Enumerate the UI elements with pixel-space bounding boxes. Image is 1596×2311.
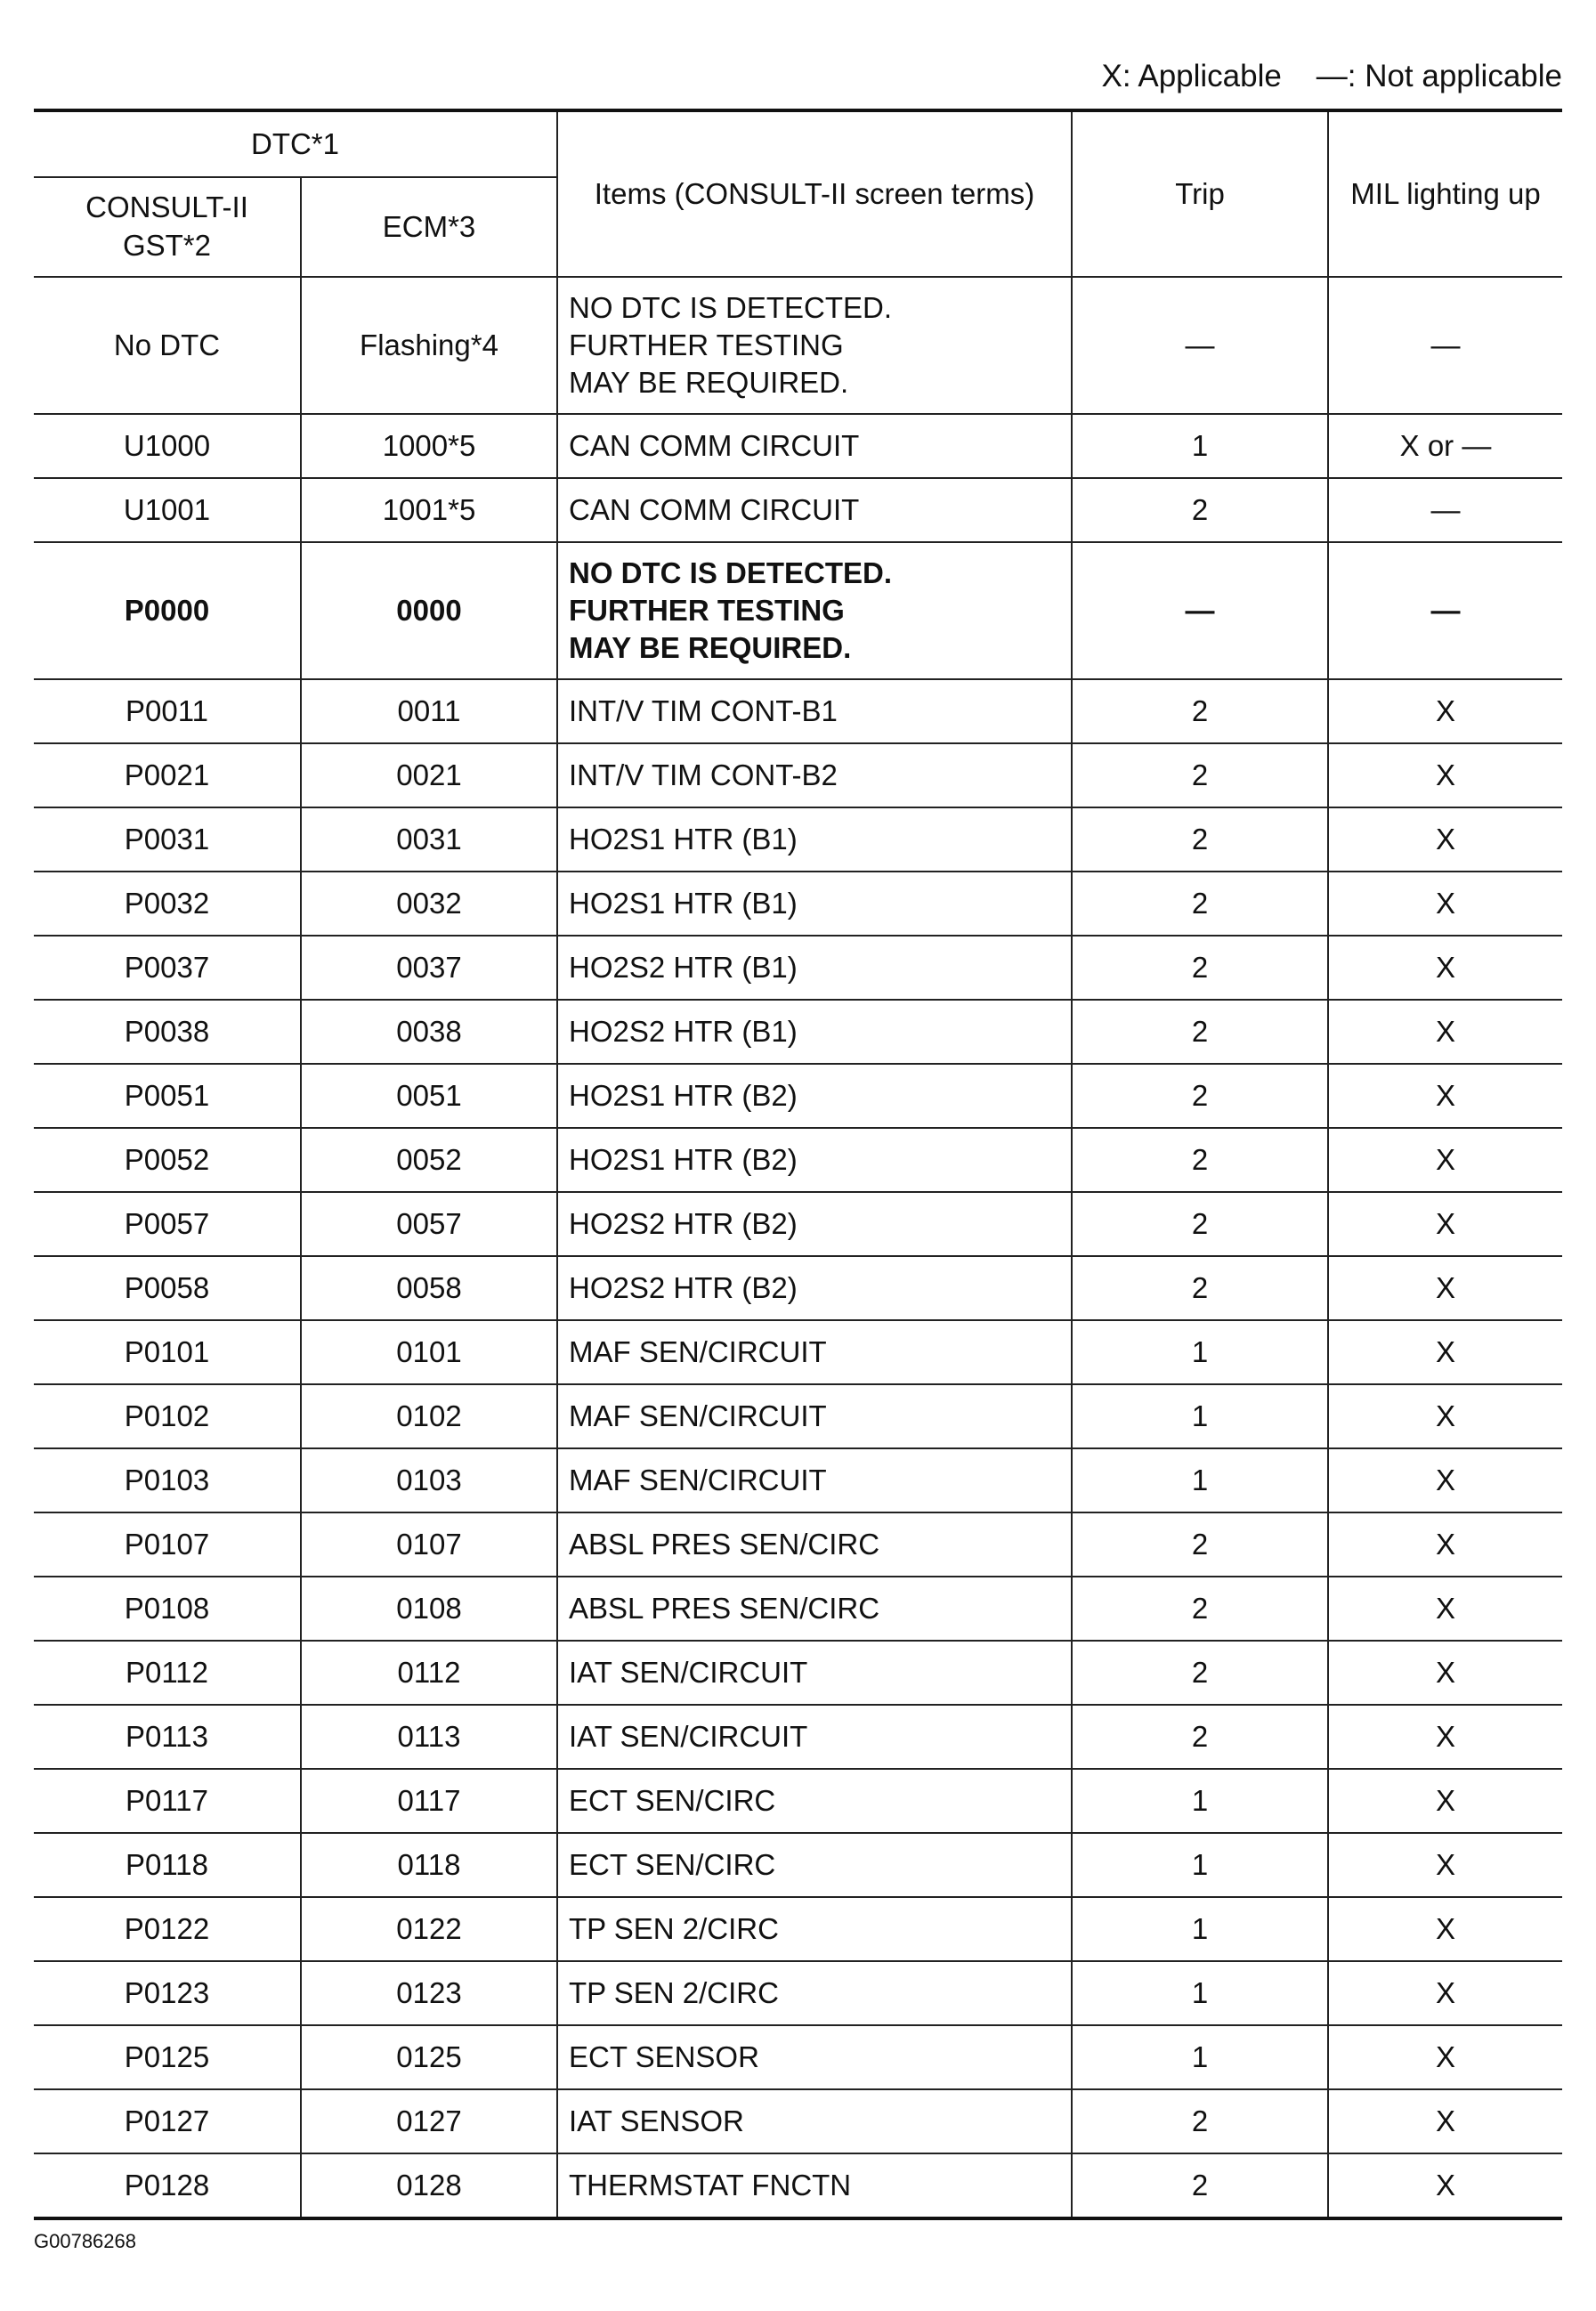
cell-ecm-code: 0038 (301, 1000, 557, 1064)
cell-mil: X (1328, 1577, 1562, 1641)
cell-ecm-code: 0101 (301, 1320, 557, 1384)
table-row (34, 743, 1562, 807)
table-row (34, 1641, 1562, 1705)
cell-ecm-code: 0011 (301, 679, 557, 743)
cell-ecm-code: 0112 (301, 1641, 557, 1705)
cell-trip: 1 (1072, 1897, 1328, 1961)
cell-consult-code: P0112 (34, 1641, 301, 1705)
cell-item: MAF SEN/CIRCUIT (557, 1448, 1072, 1512)
cell-ecm-code: 0058 (301, 1256, 557, 1320)
cell-consult-code: P0123 (34, 1961, 301, 2025)
cell-consult-code: P0108 (34, 1577, 301, 1641)
table-row (34, 936, 1562, 1000)
cell-item: HO2S1 HTR (B1) (557, 872, 1072, 936)
cell-ecm-code: 0051 (301, 1064, 557, 1128)
cell-mil: X or — (1328, 414, 1562, 478)
cell-trip: 2 (1072, 478, 1328, 542)
cell-consult-code: P0127 (34, 2089, 301, 2153)
cell-mil: — (1328, 277, 1562, 414)
cell-mil: X (1328, 2153, 1562, 2218)
cell-item: HO2S2 HTR (B2) (557, 1256, 1072, 1320)
cell-consult-code: P0052 (34, 1128, 301, 1192)
cell-mil: X (1328, 1064, 1562, 1128)
cell-item: HO2S1 HTR (B1) (557, 807, 1072, 872)
cell-item: HO2S1 HTR (B2) (557, 1064, 1072, 1128)
cell-trip: 1 (1072, 1320, 1328, 1384)
cell-consult-code: P0057 (34, 1192, 301, 1256)
cell-consult-code: No DTC (34, 277, 301, 414)
cell-mil: X (1328, 1128, 1562, 1192)
table-row (34, 1256, 1562, 1320)
cell-trip: 2 (1072, 2153, 1328, 2218)
table-row (34, 2025, 1562, 2089)
cell-consult-code: P0113 (34, 1705, 301, 1769)
cell-ecm-code: 0052 (301, 1128, 557, 1192)
cell-ecm-code: 0032 (301, 872, 557, 936)
cell-ecm-code: 0117 (301, 1769, 557, 1833)
table-row (34, 1448, 1562, 1512)
cell-consult-code: P0101 (34, 1320, 301, 1384)
cell-ecm-code: 0122 (301, 1897, 557, 1961)
cell-consult-code: P0058 (34, 1256, 301, 1320)
table-row (34, 1000, 1562, 1064)
cell-consult-code: P0118 (34, 1833, 301, 1897)
cell-item: ABSL PRES SEN/CIRC (557, 1512, 1072, 1577)
cell-trip: 2 (1072, 1128, 1328, 1192)
cell-trip: 2 (1072, 1577, 1328, 1641)
cell-ecm-code: 0113 (301, 1705, 557, 1769)
cell-consult-code: P0032 (34, 872, 301, 936)
cell-consult-code: P0125 (34, 2025, 301, 2089)
cell-mil: X (1328, 1384, 1562, 1448)
header-dtc: DTC*1 (34, 110, 557, 177)
cell-trip: 2 (1072, 1256, 1328, 1320)
cell-item: NO DTC IS DETECTED. FURTHER TESTING MAY BE REQUIRED. (557, 542, 1072, 679)
cell-item: THERMSTAT FNCTN (557, 2153, 1072, 2218)
cell-item: HO2S2 HTR (B2) (557, 1192, 1072, 1256)
cell-item: NO DTC IS DETECTED. FURTHER TESTING MAY BE REQUIRED. (557, 277, 1072, 414)
cell-item: INT/V TIM CONT-B1 (557, 679, 1072, 743)
cell-mil: X (1328, 1256, 1562, 1320)
cell-ecm-code: 1000*5 (301, 414, 557, 478)
table-row (34, 478, 1562, 542)
table-row (34, 1961, 1562, 2025)
cell-ecm-code: Flashing*4 (301, 277, 557, 414)
cell-item: CAN COMM CIRCUIT (557, 478, 1072, 542)
table-row (34, 1192, 1562, 1256)
cell-consult-code: U1001 (34, 478, 301, 542)
cell-item: MAF SEN/CIRCUIT (557, 1384, 1072, 1448)
cell-mil: X (1328, 807, 1562, 872)
cell-mil: X (1328, 743, 1562, 807)
cell-trip: — (1072, 277, 1328, 414)
cell-mil: X (1328, 1641, 1562, 1705)
cell-item: ABSL PRES SEN/CIRC (557, 1577, 1072, 1641)
cell-mil: X (1328, 1512, 1562, 1577)
cell-mil: X (1328, 936, 1562, 1000)
cell-trip: 1 (1072, 2025, 1328, 2089)
table-row (34, 1897, 1562, 1961)
legend: X: Applicable —: Not applicable (1101, 59, 1562, 93)
cell-mil: — (1328, 542, 1562, 679)
cell-mil: X (1328, 1833, 1562, 1897)
cell-trip: 1 (1072, 1961, 1328, 2025)
cell-consult-code: P0037 (34, 936, 301, 1000)
cell-mil: X (1328, 2025, 1562, 2089)
table-row (34, 872, 1562, 936)
cell-trip: 2 (1072, 872, 1328, 936)
table-row (34, 1384, 1562, 1448)
cell-item: TP SEN 2/CIRC (557, 1897, 1072, 1961)
table-row (34, 414, 1562, 478)
table-row (34, 1705, 1562, 1769)
cell-trip: 2 (1072, 807, 1328, 872)
cell-ecm-code: 0107 (301, 1512, 557, 1577)
cell-trip: 2 (1072, 679, 1328, 743)
cell-consult-code: P0102 (34, 1384, 301, 1448)
cell-item: IAT SENSOR (557, 2089, 1072, 2153)
cell-mil: X (1328, 1000, 1562, 1064)
cell-trip: 1 (1072, 1833, 1328, 1897)
cell-trip: 1 (1072, 414, 1328, 478)
cell-trip: 2 (1072, 2089, 1328, 2153)
cell-consult-code: P0051 (34, 1064, 301, 1128)
cell-mil: X (1328, 1448, 1562, 1512)
table-row (34, 1064, 1562, 1128)
cell-trip: 2 (1072, 1641, 1328, 1705)
cell-ecm-code: 1001*5 (301, 478, 557, 542)
cell-trip: 2 (1072, 936, 1328, 1000)
cell-ecm-code: 0103 (301, 1448, 557, 1512)
cell-item: HO2S2 HTR (B1) (557, 936, 1072, 1000)
cell-item: HO2S2 HTR (B1) (557, 1000, 1072, 1064)
table-row (34, 1320, 1562, 1384)
cell-mil: X (1328, 872, 1562, 936)
cell-consult-code: P0021 (34, 743, 301, 807)
cell-ecm-code: 0057 (301, 1192, 557, 1256)
cell-trip: 1 (1072, 1384, 1328, 1448)
cell-trip: 2 (1072, 1064, 1328, 1128)
header-ecm: ECM*3 (301, 177, 557, 277)
table-row (34, 277, 1562, 414)
cell-ecm-code: 0102 (301, 1384, 557, 1448)
cell-item: ECT SENSOR (557, 2025, 1072, 2089)
cell-mil: X (1328, 2089, 1562, 2153)
cell-ecm-code: 0128 (301, 2153, 557, 2218)
table-row (34, 679, 1562, 743)
cell-ecm-code: 0021 (301, 743, 557, 807)
cell-item: TP SEN 2/CIRC (557, 1961, 1072, 2025)
cell-consult-code: P0038 (34, 1000, 301, 1064)
cell-trip: 2 (1072, 1512, 1328, 1577)
table-row (34, 1577, 1562, 1641)
table-row (34, 1833, 1562, 1897)
cell-trip: 1 (1072, 1448, 1328, 1512)
cell-trip: 2 (1072, 1000, 1328, 1064)
table-row (34, 807, 1562, 872)
cell-ecm-code: 0118 (301, 1833, 557, 1897)
cell-item: IAT SEN/CIRCUIT (557, 1705, 1072, 1769)
cell-consult-code: P0031 (34, 807, 301, 872)
cell-mil: X (1328, 1769, 1562, 1833)
cell-item: ECT SEN/CIRC (557, 1833, 1072, 1897)
cell-ecm-code: 0123 (301, 1961, 557, 2025)
cell-ecm-code: 0000 (301, 542, 557, 679)
cell-item: CAN COMM CIRCUIT (557, 414, 1072, 478)
cell-consult-code: P0103 (34, 1448, 301, 1512)
cell-mil: — (1328, 478, 1562, 542)
table-row (34, 1769, 1562, 1833)
cell-trip: — (1072, 542, 1328, 679)
cell-consult-code: P0117 (34, 1769, 301, 1833)
header-mil: MIL lighting up (1328, 110, 1562, 277)
cell-trip: 2 (1072, 743, 1328, 807)
table-row (34, 2089, 1562, 2153)
cell-mil: X (1328, 1320, 1562, 1384)
dtc-table (34, 109, 1562, 2220)
table-row (34, 1128, 1562, 1192)
table-row (34, 542, 1562, 679)
cell-ecm-code: 0125 (301, 2025, 557, 2089)
cell-consult-code: P0122 (34, 1897, 301, 1961)
cell-trip: 2 (1072, 1192, 1328, 1256)
cell-consult-code: P0107 (34, 1512, 301, 1577)
cell-item: MAF SEN/CIRCUIT (557, 1320, 1072, 1384)
table-header (34, 110, 1562, 277)
cell-ecm-code: 0037 (301, 936, 557, 1000)
cell-trip: 2 (1072, 1705, 1328, 1769)
cell-mil: X (1328, 1897, 1562, 1961)
cell-mil: X (1328, 1192, 1562, 1256)
header-consult: CONSULT-II GST*2 (34, 177, 301, 277)
cell-consult-code: P0128 (34, 2153, 301, 2218)
cell-item: HO2S1 HTR (B2) (557, 1128, 1072, 1192)
cell-consult-code: U1000 (34, 414, 301, 478)
table-row (34, 1512, 1562, 1577)
cell-item: INT/V TIM CONT-B2 (557, 743, 1072, 807)
cell-ecm-code: 0031 (301, 807, 557, 872)
table-body (34, 277, 1562, 2218)
cell-consult-code: P0011 (34, 679, 301, 743)
cell-ecm-code: 0108 (301, 1577, 557, 1641)
table-row (34, 2153, 1562, 2218)
cell-trip: 1 (1072, 1769, 1328, 1833)
cell-ecm-code: 0127 (301, 2089, 557, 2153)
cell-mil: X (1328, 1705, 1562, 1769)
header-trip: Trip (1072, 110, 1328, 277)
cell-item: ECT SEN/CIRC (557, 1769, 1072, 1833)
cell-consult-code: P0000 (34, 542, 301, 679)
cell-item: IAT SEN/CIRCUIT (557, 1641, 1072, 1705)
header-items: Items (CONSULT-II screen terms) (557, 110, 1072, 277)
cell-mil: X (1328, 679, 1562, 743)
cell-mil: X (1328, 1961, 1562, 2025)
figure-code: G00786268 (34, 2230, 136, 2252)
